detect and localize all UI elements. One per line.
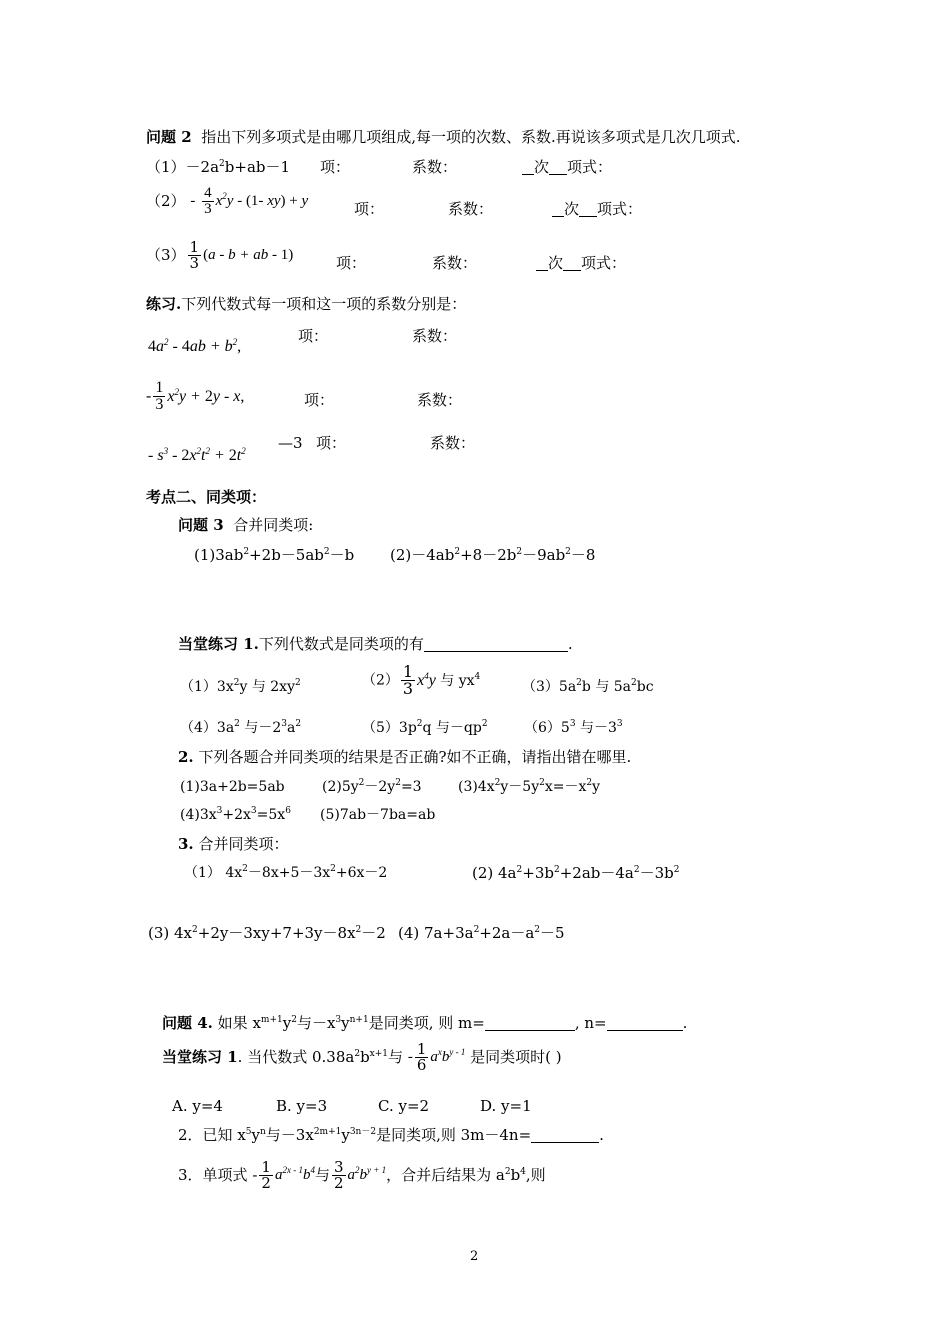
dt4-title: 当堂练习 1 (162, 1048, 238, 1066)
dt1-option-5: $(5)3p^2q$ 与$-qp^2$ (362, 719, 488, 736)
dt3-text: 合并同类项： (198, 835, 289, 853)
dt5-line: 2．已知 $x^5y^n$与$-3x^{2m+1}y^{3n-2}$是同类项,则 3m－4n= . (178, 1126, 604, 1144)
lianxi-3-xishu: 系数： (430, 434, 476, 452)
dt3-expr-4: (4) $7a+3a^2+2a-a^2-5$ (398, 924, 565, 942)
dt2-heading (178, 750, 631, 765)
dt1-option-3: $(3)5a^2b$ 与 $5a^2bc$ (522, 678, 654, 695)
lianxi-3-tail: —3 (278, 434, 303, 452)
choice-a[interactable]: A. y=4 (172, 1097, 223, 1115)
q2-heading (146, 130, 741, 145)
dt3-expr-3: (3) $4x^2+2y-3xy+7+3y-8x^2-2$ (148, 924, 386, 942)
q2-text: 指出下列多项式是由哪几项组成,每一项的次数、系数.再说该多项式是几次几项式. (201, 128, 741, 146)
xiangshi: 项式： (597, 200, 643, 218)
q2-i1-xishu: 系数： (412, 158, 458, 176)
q2-i2-xiang: 项： (354, 200, 385, 218)
q2-i2-xishu: 系数： (448, 200, 494, 218)
q3-title: 问题 3 (178, 516, 224, 534)
q3-heading (178, 518, 313, 533)
ci: 次 (564, 200, 580, 218)
lianxi-expr-3: - $s^3 - 2x^2t^2 + 2t^2$ (148, 446, 246, 464)
q3-expr-1: $(1)3ab^2+2b-5ab^2-b$ (194, 546, 355, 564)
fraction-4-3: $\frac{4}{3}$ (204, 185, 212, 217)
choice-c[interactable]: C. y=2 (378, 1097, 430, 1115)
q2-i2-degree (552, 202, 642, 217)
q4-title: 问题 4. (162, 1014, 213, 1032)
dt1-heading: 当堂练习 1.下列代数式是同类项的有 . (178, 635, 573, 653)
q2-item-3: （3） $\frac{1}{3}$ (a - b + ab - 1) (146, 238, 294, 272)
item-number: （3） (146, 246, 186, 264)
expr-part: －2a (185, 158, 220, 176)
q3-expr-2: $(2)-4ab^2+8-2b^2-9ab^2-8$ (390, 546, 596, 564)
lianxi-heading (146, 297, 466, 312)
dt3-expr-2: (2) $4a^2+3b^2+2ab-4a^2-3b^2$ (472, 864, 680, 882)
dt6-line: 3．单项式 - $\frac{1}{2}$ $a^{2x - 1}b^4$与 $\frac{3}{2}$ $a^2b^{y + 1}$，合并后结果为 $a^2b^4$,则 (178, 1158, 546, 1192)
dt2-item-1: (1)3a+2b=5ab (180, 779, 285, 795)
q3-text: 合并同类项: (233, 516, 314, 534)
q2-i1-xiang: 项： (320, 158, 351, 176)
lianxi-expr-1: $4a^2 - 4ab + b^2$, (148, 337, 242, 355)
expr-part: b+ab－1 (224, 158, 291, 176)
answer-blank[interactable] (531, 1142, 599, 1143)
lianxi-2-xishu: 系数： (417, 391, 463, 409)
lianxi-3-xiang: 项： (316, 434, 347, 452)
dt2-title: 2. (178, 748, 194, 766)
dt3-heading (178, 837, 288, 852)
xiangshi: 项式： (581, 254, 627, 272)
m-answer-blank[interactable] (485, 1030, 575, 1031)
dt1-option-4: $(4)3a^2$ 与$-2^3a^2$ (180, 719, 302, 736)
xiangshi: 项式： (567, 158, 613, 176)
lianxi-text: 下列代数式每一项和这一项的系数分别是： (181, 295, 467, 313)
dt1-text: 下列代数式是同类项的有 (258, 635, 424, 653)
choice-d[interactable]: D. y=1 (480, 1097, 532, 1115)
lianxi-2-xiang: 项： (304, 391, 335, 409)
q2-item-2: （2） - $\frac{4}{3}$ $x^2y - (1-$ xy) + y (146, 185, 309, 217)
dt1-option-6: $(6)5^3$ 与$-3^3$ (524, 719, 623, 736)
n-answer-blank[interactable] (607, 1030, 683, 1031)
dt3-expr-1: （1） $4x^2-8x+5-3x^2+6x-2$ (184, 864, 388, 881)
q4-line: 问题 4. 如果 $x^{m+1}y^2$与$-x^3y^{n+1}$是同类项, 则 m= , n= . (162, 1014, 688, 1032)
dt2-item-3: $(3)4x^2y-5y^2x=-x^2y$ (458, 778, 601, 795)
choice-b[interactable]: B. y=3 (276, 1097, 328, 1115)
dt3-title: 3. (178, 835, 194, 853)
ci: 次 (534, 158, 550, 176)
lianxi-title: 练习. (146, 295, 182, 313)
dt1-option-1: $(1)3x^2y$ 与 $2xy^2$ (180, 678, 301, 695)
q2-item-1: $(1)-2a^2b+ab-1$ (146, 158, 291, 176)
q2-i3-xiang: 项： (336, 254, 367, 272)
page-number: 2 (470, 1249, 479, 1264)
dt2-text: 下列各题合并同类项的结果是否正确?如不正确，请指出错在哪里. (198, 748, 632, 766)
dt2-item-2: $(2)5y^2-2y^2=3$ (322, 778, 422, 795)
answer-blank[interactable] (424, 651, 568, 652)
dt4-line: 当堂练习 1. 当代数式 $0.38a^2b^{x+1}$与 - $\frac{1}{6}$ $a^xb^{y - 1}$ 是同类项时( ) (162, 1040, 562, 1074)
q2-i3-xishu: 系数： (432, 254, 478, 272)
q2-title: 问题 2 (146, 128, 192, 146)
item-number: （2） (146, 192, 186, 210)
dt1-title: 当堂练习 1. (178, 635, 259, 653)
lianxi-expr-2: - $\frac{1}{3}$ $x^2y + 2y - x$, (146, 379, 245, 413)
dt2-item-5: (5)7ab－7ba=ab (320, 807, 436, 823)
kaodian-2-title: 考点二、同类项： (146, 488, 267, 506)
fraction-1-3: $\frac{1}{3}$ (189, 238, 200, 272)
dt1-option-2: （2） $\frac{1}{3}$ $x^4y$ 与 $yx^4$ (362, 662, 481, 698)
q2-i3-degree (536, 256, 626, 271)
lianxi-1-xishu: 系数： (412, 327, 458, 345)
q2-i1-degree (522, 160, 612, 175)
item-number: （1） (146, 158, 186, 176)
ci: 次 (548, 254, 564, 272)
dt2-item-4: $(4)3x^3+2x^3=5x^6$ (180, 806, 291, 823)
lianxi-1-xiang: 项： (298, 327, 329, 345)
